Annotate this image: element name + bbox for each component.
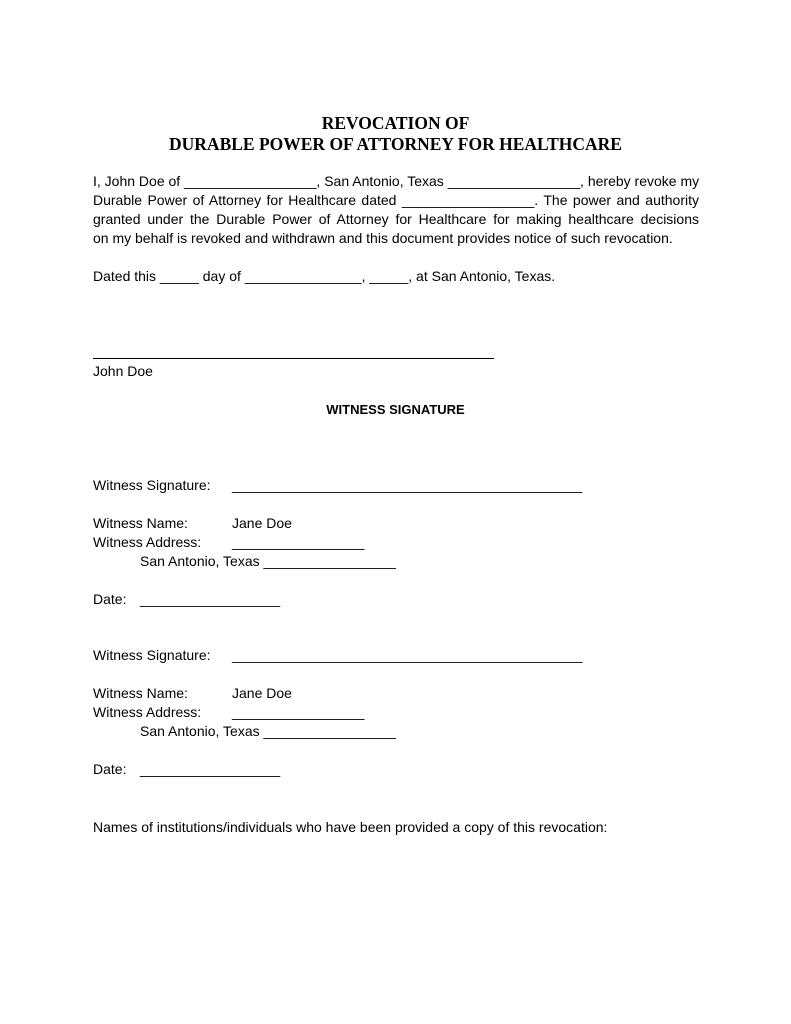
- witness-address-label: Witness Address:: [93, 704, 202, 720]
- witness-date-field[interactable]: __________________: [140, 591, 281, 607]
- witness-signature-label: Witness Signature:: [93, 647, 211, 663]
- witness-date-field[interactable]: __________________: [140, 761, 281, 777]
- revocation-paragraph: [93, 172, 699, 248]
- witness-address-field[interactable]: _________________: [232, 704, 365, 720]
- witness-signature-field[interactable]: _____________________________________________: [232, 647, 583, 663]
- document-title-line-1: REVOCATION OF: [321, 113, 470, 133]
- document-title-line-2: DURABLE POWER OF ATTORNEY FOR HEALTHCARE: [169, 134, 622, 154]
- signer-signature-line[interactable]: [93, 358, 494, 359]
- signer-name: John Doe: [93, 363, 153, 379]
- witness-address-label: Witness Address:: [93, 534, 202, 550]
- witness-name-label: Witness Name:: [93, 685, 188, 701]
- witness-signature-field[interactable]: _____________________________________________: [232, 477, 583, 493]
- witness-section-heading: WITNESS SIGNATURE: [326, 402, 465, 417]
- paragraph-line: I, John Doe of _________________, San Antonio, Texas _________________, hereby revoke my: [93, 173, 700, 189]
- dated-line: Dated this _____ day of _______________, _____, at San Antonio, Texas.: [93, 268, 556, 284]
- witness-city-line[interactable]: San Antonio, Texas _________________: [140, 553, 396, 569]
- witness-name-value: Jane Doe: [232, 685, 292, 701]
- institutions-line: Names of institutions/individuals who have been provided a copy of this revocation:: [93, 819, 608, 835]
- paragraph-line: granted under the Durable Power of Attorney for Healthcare for making healthcare decisions: [93, 211, 699, 227]
- witness-address-field[interactable]: _________________: [232, 534, 365, 550]
- witness-signature-label: Witness Signature:: [93, 477, 211, 493]
- witness-name-value: Jane Doe: [232, 515, 292, 531]
- paragraph-line: on my behalf is revoked and withdrawn and this document provides notice of such revocation.: [93, 230, 673, 246]
- paragraph-line: Durable Power of Attorney for Healthcare dated _________________. The power and authority: [93, 192, 699, 208]
- witness-name-label: Witness Name:: [93, 515, 188, 531]
- witness-date-label: Date:: [93, 591, 127, 607]
- witness-city-line[interactable]: San Antonio, Texas _________________: [140, 723, 396, 739]
- witness-date-label: Date:: [93, 761, 127, 777]
